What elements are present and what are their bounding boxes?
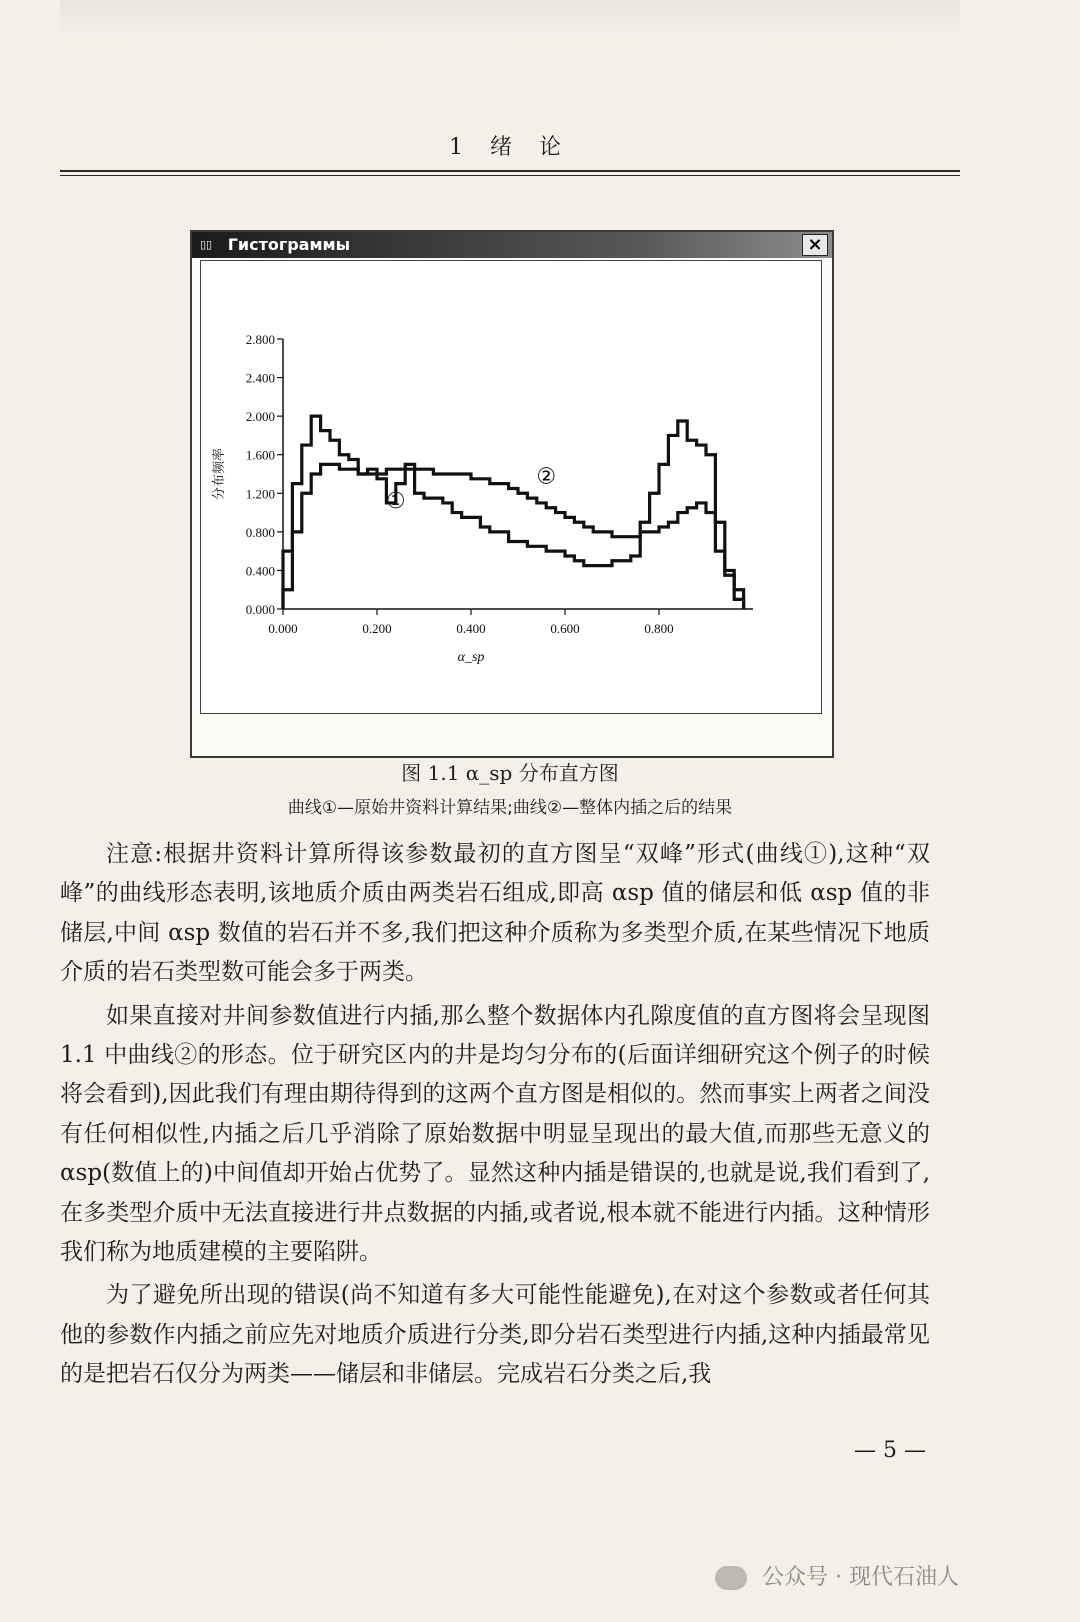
figure-note: 曲线①—原始井资料计算结果;曲线②—整体内插之后的结果 bbox=[287, 798, 733, 818]
histogram-chart bbox=[201, 261, 821, 713]
window-titlebar[interactable] bbox=[192, 232, 832, 258]
page-number: — 5 — bbox=[854, 1438, 926, 1463]
window-icon: ▯▯ bbox=[200, 238, 213, 251]
window-title: Гистограммы bbox=[227, 235, 351, 254]
series-1-line bbox=[283, 416, 744, 609]
running-header: 1 绪 论 bbox=[449, 135, 571, 160]
close-button[interactable]: × bbox=[802, 234, 828, 256]
x-tick-label: 0.400 bbox=[456, 621, 486, 636]
wechat-icon bbox=[715, 1566, 747, 1590]
y-tick-label: 1.200 bbox=[245, 486, 275, 502]
x-tick-label: 0.800 bbox=[644, 621, 674, 636]
body-text bbox=[60, 835, 930, 1395]
y-tick-label: 0.800 bbox=[245, 524, 275, 540]
x-axis-label: α_sp bbox=[457, 650, 485, 665]
x-tick-label: 0.200 bbox=[362, 621, 392, 636]
paragraph-2: 如果直接对井间参数值进行内插,那么整个数据体内孔隙度值的直方图将会呈现图 1.1 中曲线②的形态。位于研究区内的井是均匀分布的(后面详细研究这个例子的时候将会看到),因此我们有理由期待得到的这两个直方图是相似的。然而事实上两者之间没有任何相似性,内插之后几乎消除了原始数据中明显呈现出的最大值,而那些无意义的 αsp(数值上的)中间值却开始占优势了。显然这种内插是错误的,也就是说,我们看到了,在多类型介质中无法直接进行井点数据的内插,或者说,根本就不能进行内插。这种情形我们称为地质建模的主要陷阱。 bbox=[60, 1002, 930, 1266]
figure-caption bbox=[60, 757, 960, 786]
curve-label-1: ① bbox=[385, 488, 406, 514]
x-tick-label: 0.600 bbox=[550, 621, 580, 636]
header-rule-thin bbox=[60, 175, 960, 176]
paragraph-1: 注意:根据井资料计算所得该参数最初的直方图呈“双峰”形式(曲线①),这种“双峰”的曲线形态表明,该地质介质由两类岩石组成,即高 αsp 值的储层和低 αsp 值的非储层,中间 αsp 数值的岩石并不多,我们把这种介质称为多类型介质,在某些情况下地质介质的岩石类型数可能会多于两类。 bbox=[60, 841, 930, 986]
figure-caption-text: 图 1.1 α_sp 分布直方图 bbox=[401, 761, 619, 785]
y-tick-label: 2.000 bbox=[245, 409, 275, 425]
series-2-line bbox=[283, 464, 744, 609]
curve-label-2: ② bbox=[536, 464, 557, 490]
y-tick-label: 2.800 bbox=[245, 332, 275, 347]
y-tick-label: 1.600 bbox=[245, 447, 275, 463]
y-axis-label: 分布频率 bbox=[212, 447, 227, 501]
paragraph-3: 为了避免所出现的错误(尚不知道有多大可能性能避免),在对这个参数或者任何其他的参数作内插之前应先对地质介质进行分类,即分岩石类型进行内插,这种内插最常见的是把岩石仅分为两类——储层和非储层。完成岩石分类之后,我 bbox=[60, 1282, 930, 1388]
y-tick-label: 0.400 bbox=[245, 563, 275, 579]
bleed-through-area bbox=[60, 0, 960, 40]
header-rule bbox=[60, 170, 960, 172]
histogram-window[interactable] bbox=[190, 230, 834, 758]
chart-frame bbox=[200, 260, 822, 714]
watermark-text: 公众号 · 现代石油人 bbox=[762, 1565, 959, 1590]
x-tick-label: 0.000 bbox=[268, 621, 298, 636]
y-tick-label: 0.000 bbox=[245, 602, 275, 617]
y-tick-label: 2.400 bbox=[245, 370, 275, 386]
watermark bbox=[715, 1560, 959, 1591]
